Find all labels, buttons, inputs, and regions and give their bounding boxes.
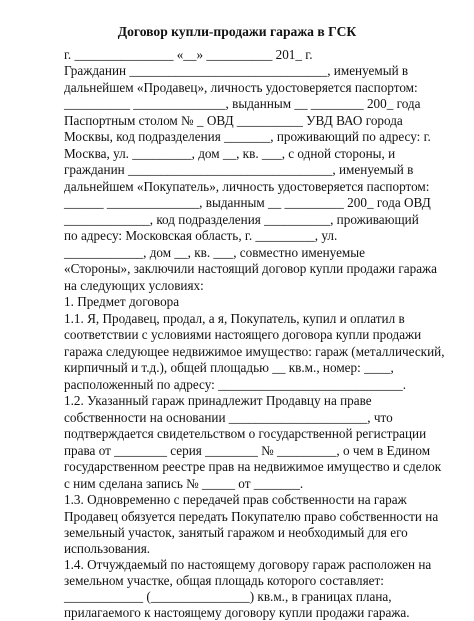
document-line: соответствии с условиями настоящего договора купли продажи [64,327,422,342]
document-line: собственности на основании _____________________, что [64,410,393,425]
document-title: Договор купли-продажи гаража в ГСК [117,24,357,39]
document-line: «Стороны», заключили настоящий договор купли продажи гаража [64,261,438,276]
document-line: ____________, дом __, кв. ___, совместно именуемые [64,245,365,260]
document-line: _____________, код подразделения __________, проживающий [64,212,419,227]
document-line: права от ________ серия ________ № _________, о чем в Едином [64,443,431,458]
document-line: использования. [64,541,151,556]
document-line: Гражданин ______________________________, именуемый в [64,63,409,78]
document-line: подтверждается свидетельством о государственной регистрации [64,426,427,441]
document-line: Москвы, код подразделения _______, проживающий по адресу: г. [64,129,431,144]
document-line: г. _______________ «__» __________ 201_ г. [64,47,313,62]
document-line: земельный участок, занятый гаражом и необходимый для его [64,525,408,540]
document-line: 1.2. Указанный гараж принадлежит Продавцу на праве [64,393,372,408]
document-line: Паспортным столом № _ ОВД __________ УВД ВАО города [64,113,403,128]
document-line: по адресу: Московская область, г. _________, ул. [64,228,338,243]
document-line: гаража следующее недвижимое имущество: гараж (металлический, [64,344,445,359]
document-line: гражданин _______________________________, именуемый в [64,162,414,177]
document-line: земельном участке, общая площадь которого составляет: [64,573,384,588]
document-line: Продавец обязуется передать Покупателю право собственности на [64,509,439,524]
document-line: Москва, ул. _________, дом __, кв. ___, с одной стороны, и [64,146,396,161]
document-line: с ним сделана запись № _____ от _______. [64,476,304,491]
document-line: дальнейшем «Покупатель», личность удостоверяется паспортом: [64,179,430,194]
section-heading: 1. Предмет договора [64,294,180,309]
document-line: ______ ______________, выданным __ _________ 200_ года ОВД [64,195,431,210]
document-line: ____________ (_______________) кв.м., в границах плана, [64,589,392,604]
document-line: __________ ______________, выданным __ ________ 200_ года [64,96,421,111]
document-line: на следующих условиях: [64,278,204,293]
document-line: государственном реестре прав на недвижимое имущество и сделок [64,459,442,474]
document-line: прилагаемого к настоящему договору купли продажи гаража. [64,605,410,620]
document-line: дальнейшем «Продавец», личность удостоверяется паспортом: [64,80,418,95]
document-line: расположенный по адресу: ____________________________. [64,377,407,392]
document-line: кирпичный и т.д.), общей площадью __ кв.м., номер: ____, [64,360,394,375]
document-line: 1.3. Одновременно с передачей прав собственности на гараж [64,492,407,507]
document-line: 1.1. Я, Продавец, продал, а я, Покупатель, купил и оплатил в [64,311,405,326]
document-line: 1.4. Отчуждаемый по настоящему договору гараж расположен на [64,557,432,572]
